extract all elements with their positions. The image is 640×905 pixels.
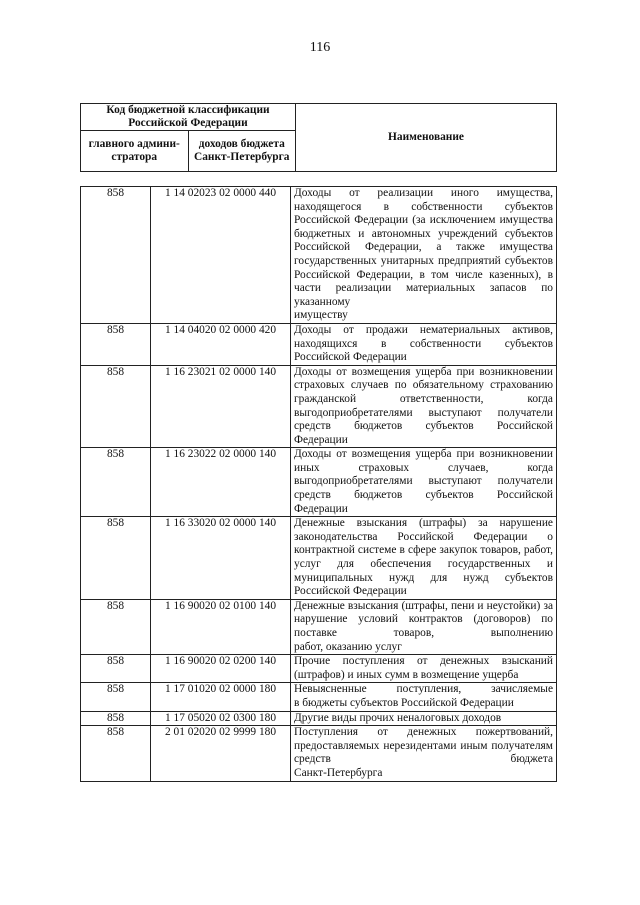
- table-row: [81, 448, 557, 517]
- table-row: [81, 187, 557, 324]
- admin-code: 858: [81, 365, 151, 448]
- admin-code: 858: [81, 323, 151, 365]
- income-name: [291, 599, 557, 654]
- table-row: [81, 365, 557, 448]
- income-code: 1 16 90020 02 0200 140: [151, 655, 291, 683]
- income-name: [291, 517, 557, 600]
- income-name-last-line: (штрафов) и иных сумм в возмещение ущерба: [294, 668, 519, 681]
- income-code: 1 16 90020 02 0100 140: [151, 599, 291, 654]
- table-row: [81, 599, 557, 654]
- income-name-last-line: Санкт-Петербурга: [294, 766, 383, 779]
- income-name-text: Денежные взыскания (штрафы) за нарушение законодательства Российской Федерации о контрактной системе в сфере закупок товаров, работ, услуг для обеспечения государственных и муниципальных нужд для нужд субъектов: [294, 517, 553, 584]
- income-name-text: Доходы от продажи нематериальных активов, находящихся в собственности субъектов: [294, 323, 553, 350]
- page-number: 116: [309, 40, 331, 55]
- table-header: [80, 103, 557, 172]
- table-row: [81, 726, 557, 781]
- admin-code: 858: [81, 599, 151, 654]
- codes-table: [80, 186, 557, 782]
- income-name-last-line: Российской Федерации: [294, 351, 407, 364]
- income-code: 1 16 33020 02 0000 140: [151, 517, 291, 600]
- income-code: 1 16 23022 02 0000 140: [151, 448, 291, 517]
- income-name-last-line: работ, оказанию услуг: [294, 640, 402, 653]
- header-name: Наименование: [296, 104, 557, 172]
- income-name-text: Доходы от возмещения ущерба при возникновении страховых случаев по обязательному страхованию гражданской ответственности, когда выгодоприобретателями выступают получатели средств бюджетов субъектов Российской: [294, 365, 553, 433]
- income-code: 1 14 02023 02 0000 440: [151, 187, 291, 324]
- table-row: [81, 711, 557, 726]
- header-group-title: Код бюджетной классификации Российской Федерации: [81, 104, 296, 131]
- admin-code: 858: [81, 448, 151, 517]
- income-name-last-line: Федерации: [294, 433, 348, 446]
- admin-code: 858: [81, 517, 151, 600]
- income-name: [291, 365, 557, 448]
- income-code: 2 01 02020 02 9999 180: [151, 726, 291, 781]
- income-code: 1 17 05020 02 0300 180: [151, 711, 291, 726]
- income-name: [291, 323, 557, 365]
- admin-code: 858: [81, 711, 151, 726]
- income-name: [291, 448, 557, 517]
- income-name: [291, 711, 557, 726]
- income-name-last-line: имуществу: [294, 309, 348, 322]
- income-name: [291, 683, 557, 711]
- income-name: [291, 726, 557, 781]
- admin-code: 858: [81, 683, 151, 711]
- income-name-last-line: Российской Федерации: [294, 585, 407, 598]
- income-name-text: Денежные взыскания (штрафы, пени и неустойки) за нарушение условий контрактов (договоров) по поставке товаров, выполнению: [294, 599, 553, 639]
- table-row: [81, 655, 557, 683]
- income-name-text: Доходы от реализации иного имущества, находящегося в собственности субъектов Российской Федерации (за исключением имущества бюджетных и автономных учреждений субъектов Российской Федерации, а также имущества государственных унитарных предприятий субъектов Российской Федерации, в том числе казенных), в части реализации материальных запасов по указанному: [294, 187, 553, 308]
- income-name-last-line: в бюджеты субъектов Российской Федерации: [294, 696, 514, 709]
- income-name-text: Невыясненные поступления, зачисляемые: [294, 683, 553, 696]
- table-row: [81, 323, 557, 365]
- header-income: доходов бюджета Санкт-Петербурга: [188, 131, 296, 172]
- income-name-text: Доходы от возмещения ущерба при возникновении иных страховых случаев, когда выгодоприобретателями выступают получатели средств бюджетов субъектов Российской: [294, 448, 553, 502]
- income-name-text: Прочие поступления от денежных взысканий: [294, 655, 553, 668]
- table-row: [81, 517, 557, 600]
- income-code: 1 17 01020 02 0000 180: [151, 683, 291, 711]
- admin-code: 858: [81, 187, 151, 324]
- header-admin: главного админи-стратора: [81, 131, 189, 172]
- income-name: [291, 655, 557, 683]
- income-name: [291, 187, 557, 324]
- admin-code: 858: [81, 655, 151, 683]
- income-name-last-line: Другие виды прочих неналоговых доходов: [294, 711, 502, 724]
- income-code: 1 16 23021 02 0000 140: [151, 365, 291, 448]
- income-name-text: Поступления от денежных пожертвований, предоставляемых нерезидентами иным получателям средств бюджета: [294, 726, 553, 766]
- income-code: 1 14 04020 02 0000 420: [151, 323, 291, 365]
- income-name-last-line: Федерации: [294, 502, 348, 515]
- admin-code: 858: [81, 726, 151, 781]
- table-row: [81, 683, 557, 711]
